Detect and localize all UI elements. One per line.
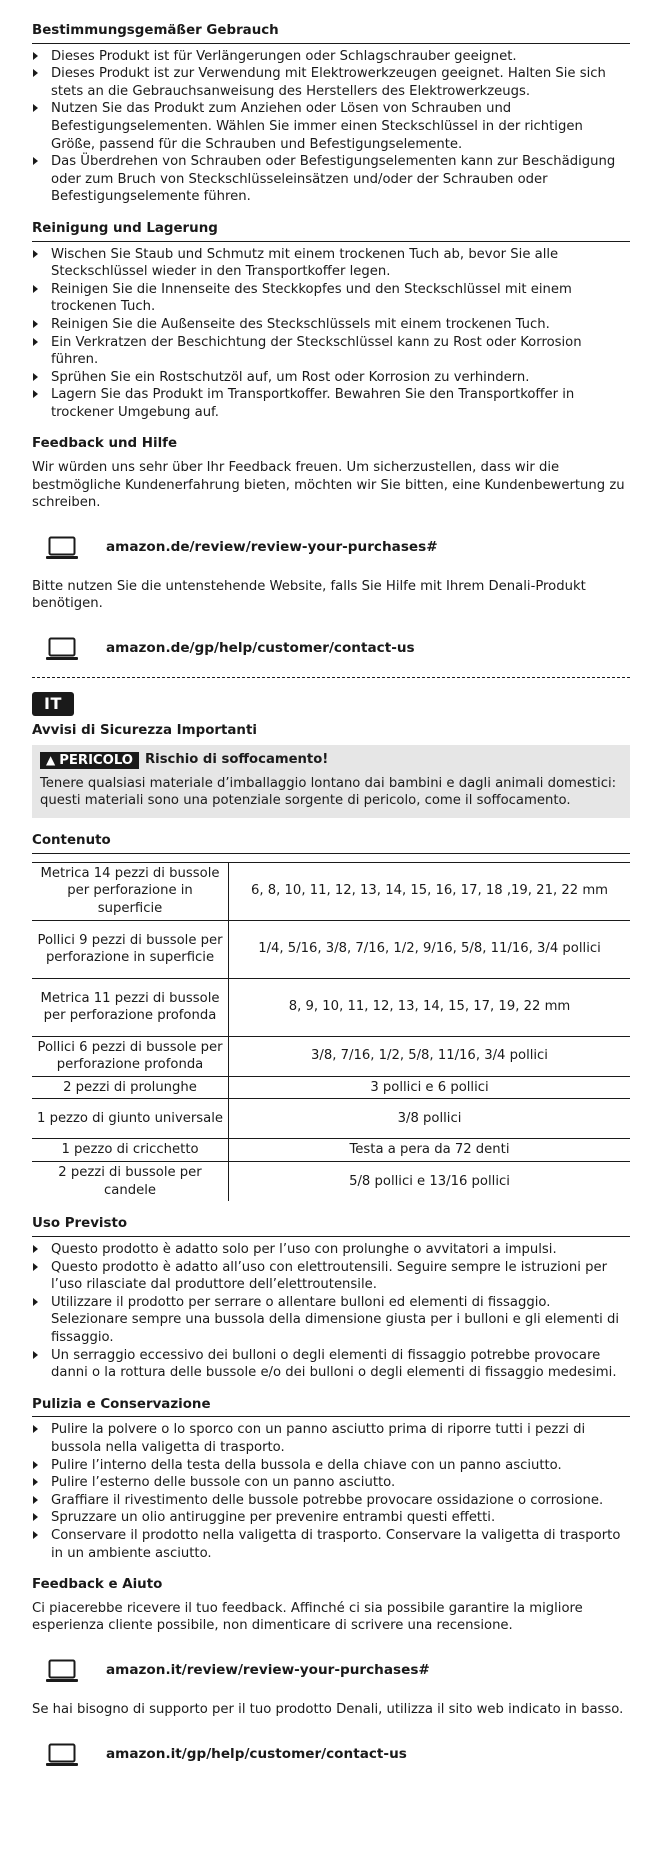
- list-item: Dieses Produkt ist für Verlängerungen oder Schlagschrauber geeignet.: [32, 48, 630, 66]
- de-review-link[interactable]: amazon.de/review/review-your-purchases#: [106, 539, 438, 556]
- list-item: Lagern Sie das Produkt im Transportkoffer. Bewahren Sie den Transportkoffer in trockener Umgebung auf.: [32, 386, 630, 421]
- it-contact-link[interactable]: amazon.it/gp/help/customer/contact-us: [106, 1745, 407, 1762]
- contents-item-cell: 2 pezzi di bussole per candele: [32, 1161, 229, 1201]
- it-cleaning-list: [32, 1421, 630, 1562]
- danger-badge: [40, 752, 139, 769]
- it-contact-link-row[interactable]: [46, 1743, 630, 1767]
- section-divider: [32, 677, 630, 678]
- list-item: Graffiare il rivestimento delle bussole potrebbe provocare ossidazione o corrosione.: [32, 1492, 630, 1510]
- table-row: [32, 1036, 630, 1076]
- it-review-link-row[interactable]: [46, 1659, 630, 1683]
- contents-item-cell: Pollici 9 pezzi di bussole per perforazione in superficie: [32, 920, 229, 978]
- contents-item-cell: 1 pezzo di giunto universale: [32, 1099, 229, 1139]
- it-intended-use-heading: Uso Previsto: [32, 1215, 630, 1237]
- contents-item-cell: 1 pezzo di cricchetto: [32, 1139, 229, 1162]
- list-item: Reinigen Sie die Außenseite des Steckschlüssels mit einem trockenen Tuch.: [32, 316, 630, 334]
- laptop-icon: [46, 1743, 78, 1767]
- list-item: Questo prodotto è adatto all’uso con elettroutensili. Seguire sempre le istruzioni per l’uso rilasciate dal produttore dell’elettroutensile.: [32, 1259, 630, 1294]
- list-item: Utilizzare il prodotto per serrare o allentare bulloni ed elementi di fissaggio. Selezionare sempre una bussola della dimensione giusta per i bulloni e gli elementi di fissaggio.: [32, 1294, 630, 1347]
- it-contents-heading: Contenuto: [32, 832, 630, 854]
- list-item: Nutzen Sie das Produkt zum Anziehen oder Lösen von Schrauben und Befestigungselementen. Wählen Sie immer einen Steckschlüssel in der richtigen Größe, passend für die Schrauben und Befestigungselemente.: [32, 100, 630, 153]
- de-intended-use-list: [32, 48, 630, 206]
- list-item: Conservare il prodotto nella valigetta di trasporto. Conservare la valigetta di trasporto in un ambiente asciutto.: [32, 1527, 630, 1562]
- de-review-link-row[interactable]: [46, 536, 630, 560]
- laptop-icon: [46, 536, 78, 560]
- de-intended-use-heading: Bestimmungsgemäßer Gebrauch: [32, 22, 630, 44]
- table-row: [32, 1139, 630, 1162]
- contents-value-cell: 3 pollici e 6 pollici: [229, 1076, 631, 1099]
- it-review-link[interactable]: amazon.it/review/review-your-purchases#: [106, 1662, 430, 1679]
- de-cleaning-list: [32, 246, 630, 422]
- contents-table: [32, 862, 630, 1202]
- warning-headline-row: [40, 751, 622, 769]
- it-help-text: Se hai bisogno di supporto per il tuo prodotto Denali, utilizza il sito web indicato in basso.: [32, 1701, 624, 1717]
- de-help-text: Bitte nutzen Sie die untenstehende Website, falls Sie Hilfe mit Ihrem Denali-Produkt benötigen.: [32, 578, 586, 612]
- language-badge-it: IT: [32, 692, 74, 716]
- table-row: [32, 1099, 630, 1139]
- contents-value-cell: 5/8 pollici e 13/16 pollici: [229, 1161, 631, 1201]
- it-cleaning-heading: Pulizia e Conservazione: [32, 1396, 630, 1418]
- list-item: Sprühen Sie ein Rostschutzöl auf, um Rost oder Korrosion zu verhindern.: [32, 369, 630, 387]
- it-safety-heading: Avvisi di Sicurezza Importanti: [32, 722, 257, 738]
- it-feedback-heading: Feedback e Aiuto: [32, 1577, 163, 1593]
- list-item: Dieses Produkt ist zur Verwendung mit Elektrowerkzeugen geeignet. Halten Sie sich stets an die Gebrauchsanweisung des Herstellers des Elektrowerkzeugs.: [32, 65, 630, 100]
- de-contact-link-row[interactable]: [46, 637, 630, 661]
- it-intended-use-list: [32, 1241, 630, 1382]
- de-feedback-heading: Feedback und Hilfe: [32, 436, 178, 452]
- list-item: Ein Verkratzen der Beschichtung der Steckschlüssel kann zu Rost oder Korrosion führen.: [32, 334, 630, 369]
- de-feedback-text: Wir würden uns sehr über Ihr Feedback freuen. Um sicherzustellen, dass wir die bestmögliche Kundenerfahrung bieten, möchten wir Sie bitten, eine Kundenbewertung zu schreiben.: [32, 460, 625, 511]
- danger-label: PERICOLO: [59, 752, 134, 768]
- danger-warning-box: [32, 745, 630, 818]
- list-item: Wischen Sie Staub und Schmutz mit einem trockenen Tuch ab, bevor Sie alle Steckschlüssel wieder in den Transportkoffer legen.: [32, 246, 630, 281]
- contents-item-cell: 2 pezzi di prolunghe: [32, 1076, 229, 1099]
- contents-value-cell: 3/8 pollici: [229, 1099, 631, 1139]
- table-row: [32, 1076, 630, 1099]
- manual-page: [32, 22, 630, 1767]
- list-item: Pulire la polvere o lo sporco con un panno asciutto prima di riporre tutti i pezzi di bussola nella valigetta di trasporto.: [32, 1421, 630, 1456]
- laptop-icon: [46, 1659, 78, 1683]
- list-item: Un serraggio eccessivo dei bulloni o degli elementi di fissaggio potrebbe provocare danni o la rottura delle bussole e/o dei bulloni o degli elementi di fissaggio medesimi.: [32, 1347, 630, 1382]
- list-item: Questo prodotto è adatto solo per l’uso con prolunghe o avvitatori a impulsi.: [32, 1241, 630, 1259]
- table-row: [32, 1161, 630, 1201]
- table-row: [32, 862, 630, 920]
- list-item: Das Überdrehen von Schrauben oder Befestigungselementen kann zur Beschädigung oder zum Bruch von Steckschlüsseleinsätzen und/oder der Schrauben oder Befestigungselemente führen.: [32, 153, 630, 206]
- de-cleaning-heading: Reinigung und Lagerung: [32, 220, 630, 242]
- contents-value-cell: 3/8, 7/16, 1/2, 5/8, 11/16, 3/4 pollici: [229, 1036, 631, 1076]
- contents-item-cell: Metrica 11 pezzi di bussole per perforazione profonda: [32, 978, 229, 1036]
- contents-value-cell: Testa a pera da 72 denti: [229, 1139, 631, 1162]
- it-feedback-text: Ci piacerebbe ricevere il tuo feedback. Affinché ci sia possibile garantire la migliore esperienza cliente possibile, non dimenticare di scrivere una recensione.: [32, 1600, 583, 1634]
- de-contact-link[interactable]: amazon.de/gp/help/customer/contact-us: [106, 640, 415, 657]
- table-row: [32, 978, 630, 1036]
- contents-item-cell: Metrica 14 pezzi di bussole per perforazione in superficie: [32, 862, 229, 920]
- warning-headline: Rischio di soffocamento!: [145, 752, 329, 768]
- list-item: Reinigen Sie die Innenseite des Steckkopfes und den Steckschlüssel mit einem trockenen Tuch.: [32, 281, 630, 316]
- warning-text: Tenere qualsiasi materiale d’imballaggio lontano dai bambini e dagli animali domestici: questi materiali sono una potenziale sorgente di pericolo, come il soffocamento.: [40, 775, 617, 809]
- table-row: [32, 920, 630, 978]
- contents-value-cell: 1/4, 5/16, 3/8, 7/16, 1/2, 9/16, 5/8, 11/16, 3/4 pollici: [229, 920, 631, 978]
- list-item: Pulire l’esterno delle bussole con un panno asciutto.: [32, 1474, 630, 1492]
- list-item: Pulire l’interno della testa della bussola e della chiave con un panno asciutto.: [32, 1457, 630, 1475]
- contents-value-cell: 8, 9, 10, 11, 12, 13, 14, 15, 17, 19, 22 mm: [229, 978, 631, 1036]
- warning-triangle-icon: ▲: [46, 752, 56, 767]
- list-item: Spruzzare un olio antiruggine per prevenire entrambi questi effetti.: [32, 1509, 630, 1527]
- contents-item-cell: Pollici 6 pezzi di bussole per perforazione profonda: [32, 1036, 229, 1076]
- laptop-icon: [46, 637, 78, 661]
- contents-value-cell: 6, 8, 10, 11, 12, 13, 14, 15, 16, 17, 18 ,19, 21, 22 mm: [229, 862, 631, 920]
